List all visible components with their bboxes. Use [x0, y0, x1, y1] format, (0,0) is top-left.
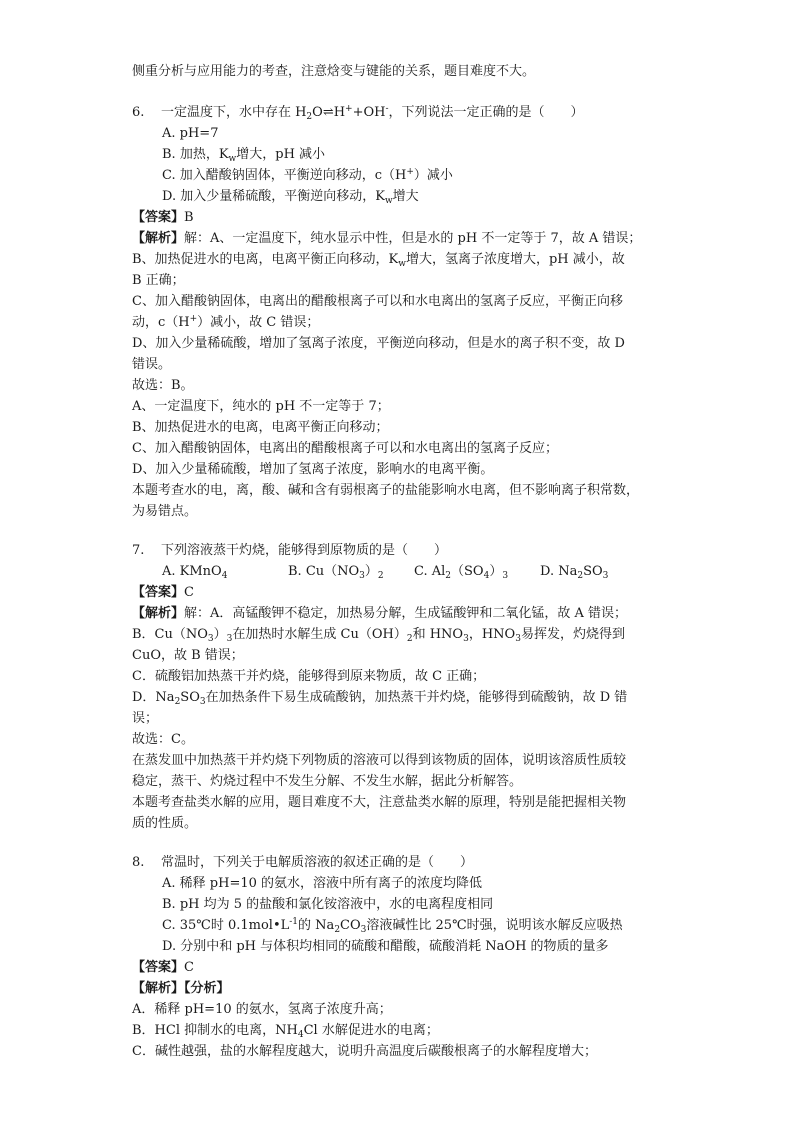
q6-analysis-line: A、一定温度下，纯水的 pH 不一定等于 7；: [132, 399, 390, 414]
q6-analysis-line: B、加热促进水的电离，电离平衡正向移动，$K_w$增大，氢离子浓度增大，pH 减小，故: [132, 252, 625, 269]
q6-analysis-line: B 正确；: [132, 273, 185, 288]
intro-text: 侧重分析与应用能力的考查，注意焓变与键能的关系，题目难度不大。: [132, 64, 536, 79]
q7-analysis-line: 本题考查盐类水解的应用，题目难度不大，注意盐类水解的原理，特别是能把握相关物: [132, 795, 627, 810]
q6-stem: 6. 一定温度下，水中存在 $H_2O\rightleftharpoons H^++OH^-$，下列说法一定正确的是（ ）: [132, 104, 584, 122]
q8-number: 8.: [132, 855, 145, 870]
q6-analysis-line: 为易错点。: [132, 504, 198, 519]
q8-option-d: D. 分别中和 pH 与体积均相同的硫酸和醋酸，硫酸消耗 NaOH 的物质的量多: [162, 939, 609, 954]
q6-analysis-line: 【解析】解：A、一定温度下，纯水显示中性，但是水的 pH 不一定等于 7，故 A 错误；: [132, 231, 642, 246]
q8-stem: 8. 常温时，下列关于电解质溶液的叙述正确的是（ ）: [132, 855, 473, 870]
q6-option-d: D. 加入少量稀硫酸，平衡逆向移动，$K_w$增大: [162, 189, 419, 206]
q6-answer: 【答案】B: [132, 210, 194, 225]
q7-stem: 7. 下列溶液蒸干灼烧，能够得到原物质的是（ ）: [132, 543, 447, 558]
q7-analysis-line: 在蒸发皿中加热蒸干并灼烧下列物质的溶液可以得到该物质的固体，说明该溶质性质较: [132, 753, 627, 768]
q6-analysis-line: 本题考查水的电，离，酸、碱和含有弱根离子的盐能影响水电离，但不影响离子积常数，: [132, 483, 640, 498]
q7-analysis-line: 【解析】解：A．高锰酸钾不稳定，加热易分解，生成锰酸钾和二氧化锰，故 A 错误；: [132, 606, 628, 621]
q8-option-a: A. 稀释 pH=10 的氨水，溶液中所有离子的浓度均降低: [162, 876, 483, 891]
q6-number: 6.: [132, 105, 145, 120]
q6-analysis-line: D、加入少量稀硫酸，增加了氢离子浓度，平衡逆向移动，但是水的离子积不变，故 D: [132, 336, 625, 351]
q7-answer: 【答案】C: [132, 585, 194, 600]
q8-option-b: B. pH 均为 5 的盐酸和氯化铵溶液中，水的电离程度相同: [162, 897, 494, 912]
q8-answer: 【答案】C: [132, 960, 194, 975]
q6-analysis-line: 动，c（H+）减小，故 C 错误；: [132, 314, 320, 330]
q7-number: 7.: [132, 543, 145, 558]
q7-analysis-line: 故选：C。: [132, 732, 194, 747]
q8-option-c: C. 35℃时 $0.1mol•L^{-1}$的 $Na_2CO_3$溶液碱性比 25℃时强，说明该水解反应吸热: [162, 917, 623, 935]
q7-analysis-line: 误；: [132, 711, 159, 726]
q7-analysis-line: C．硫酸铝加热蒸干并灼烧，能够得到原来物质，故 C 正确；: [132, 669, 486, 684]
q6-option-c: C. 加入醋酸钠固体，平衡逆向移动，c（H+）减小: [162, 167, 453, 183]
q7-analysis-line: D．$Na_2SO_3$在加热条件下易生成硫酸钠，加热蒸干并灼烧，能够得到硫酸钠，故 D 错: [132, 690, 628, 707]
q6-analysis-line: C、加入醋酸钠固体，电离出的醋酸根离子可以和水电离出的氢离子反应，平衡正向移: [132, 294, 623, 309]
q7-option-a: A. KMnO$_4$: [162, 564, 228, 581]
q8-analysis-line: 【解析】【分析】: [132, 981, 230, 996]
q6-analysis-line: D、加入少量稀硫酸，增加了氢离子浓度，影响水的电离平衡。: [132, 462, 494, 477]
q7-analysis-line: 稳定，蒸干、灼烧过程中不发生分解、不发生水解，据此分析解答。: [132, 774, 523, 789]
q6-analysis-line: C、加入醋酸钠固体，电离出的醋酸根离子可以和水电离出的氢离子反应；: [132, 441, 558, 456]
q7-analysis-line: CuO，故 B 错误；: [132, 648, 244, 663]
q6-analysis-line: B、加热促进水的电离，电离平衡正向移动；: [132, 420, 389, 435]
q7-option-c: C. $Al_2(SO_4)_3$: [414, 564, 509, 581]
q7-analysis-line: B．$Cu(NO_3)_3$在加热时水解生成 $Cu(OH)_2$和 $HNO_3$，$HNO_3$易挥发，灼烧得到: [132, 627, 625, 644]
q6-analysis-line: 故选：B。: [132, 378, 194, 393]
q8-analysis-line: B．HCl 抑制水的电离，$NH_4Cl$ 水解促进水的电离；: [132, 1023, 439, 1040]
q6-option-a: A. pH=7: [162, 126, 219, 141]
q7-analysis-line: 质的性质。: [132, 816, 198, 831]
q6-option-b: B. 加热，$K_w$增大，pH 减小: [162, 147, 326, 164]
q6-analysis-line: 错误。: [132, 357, 172, 372]
q7-option-d: D. $Na_2SO_3$: [540, 564, 609, 581]
q8-analysis-line: A．稀释 pH=10 的氨水，氢离子浓度升高；: [132, 1002, 392, 1017]
q7-option-b: B. $Cu(NO_3)_2$: [288, 564, 384, 581]
q8-analysis-line: C．碱性越强，盐的水解程度越大，说明升高温度后碳酸根离子的水解程度增大；: [132, 1044, 597, 1059]
